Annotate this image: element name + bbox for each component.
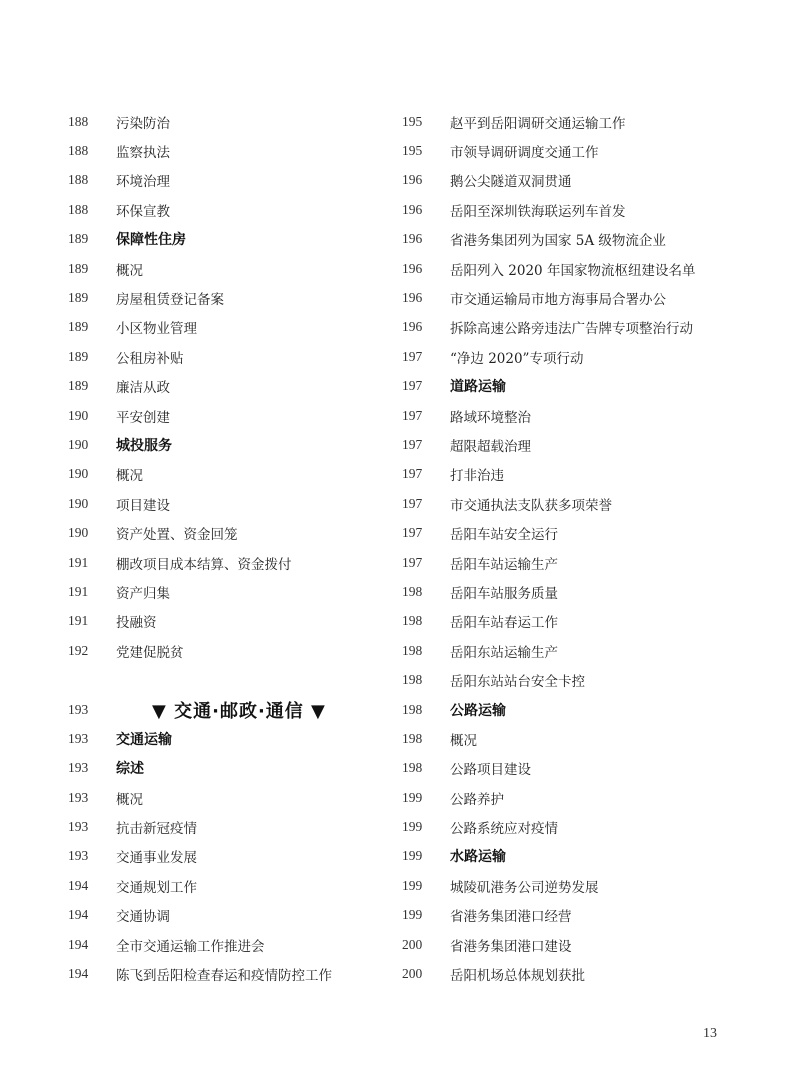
toc-page-number: 195 (402, 143, 423, 159)
toc-title: 公路运输 (450, 702, 506, 719)
toc-title: 抗击新冠疫情 (116, 821, 197, 838)
toc-entry[interactable] (68, 959, 388, 988)
toc-entry[interactable] (402, 283, 732, 312)
toc-page-number: 188 (68, 172, 89, 188)
toc-page-number: 198 (402, 583, 423, 599)
toc-entry[interactable] (402, 107, 732, 136)
toc-title: 岳阳车站春运工作 (450, 615, 558, 632)
toc-title: 岳阳车站运输生产 (450, 556, 558, 573)
toc-page-number: 193 (68, 819, 89, 835)
toc-page-number: 198 (402, 613, 423, 629)
toc-entry[interactable] (402, 195, 732, 224)
toc-page-number: 189 (68, 319, 89, 335)
toc-category-entry[interactable] (68, 225, 388, 254)
toc-page-number: 191 (68, 583, 89, 599)
toc-entry[interactable] (68, 901, 388, 930)
toc-title: 道路运输 (450, 379, 506, 396)
toc-category-entry[interactable] (402, 372, 732, 401)
toc-title: 岳阳车站安全运行 (450, 527, 558, 544)
toc-entry[interactable] (402, 901, 732, 930)
page-number: 13 (703, 1026, 717, 1041)
toc-entry[interactable] (68, 254, 388, 283)
toc-page-number: 197 (402, 378, 423, 394)
toc-page-number: 190 (68, 495, 89, 511)
toc-page-number: 199 (402, 877, 423, 893)
toc-section-heading[interactable] (68, 695, 388, 724)
toc-title: 公路养护 (450, 791, 504, 808)
toc-page-number: 199 (402, 907, 423, 923)
toc-entry[interactable] (402, 166, 732, 195)
toc-title: 岳阳东站运输生产 (450, 644, 558, 661)
toc-page-number: 193 (68, 730, 89, 746)
toc-title: 交通协调 (116, 909, 170, 926)
toc-page-number: 196 (402, 319, 423, 335)
toc-entry[interactable] (402, 724, 732, 753)
toc-entry[interactable] (68, 283, 388, 312)
toc-entry[interactable] (402, 754, 732, 783)
toc-spacer (68, 665, 388, 694)
toc-page-number: 194 (68, 936, 89, 952)
toc-entry[interactable] (402, 401, 732, 430)
toc-title: 岳阳机场总体规划获批 (450, 968, 585, 985)
toc-page-number: 196 (402, 201, 423, 217)
toc-page-number: 197 (402, 348, 423, 364)
toc-title: 交通事业发展 (116, 850, 197, 867)
toc-title: “净边 2020”专项行动 (450, 350, 584, 367)
toc-page-number: 200 (402, 966, 423, 982)
toc-title: 概况 (116, 262, 143, 279)
toc-page-number: 194 (68, 877, 89, 893)
toc-page-number: 196 (402, 172, 423, 188)
toc-page-number: 188 (68, 143, 89, 159)
toc-title: 交通规划工作 (116, 879, 197, 896)
toc-entry[interactable] (68, 783, 388, 812)
toc-entry[interactable] (402, 930, 732, 959)
toc-page-number: 194 (68, 907, 89, 923)
toc-page-number: 196 (402, 290, 423, 306)
toc-entry[interactable] (402, 460, 732, 489)
toc-title: 市交通执法支队获多项荣誉 (450, 497, 612, 514)
toc-page-number: 188 (68, 113, 89, 129)
toc-page-number: 194 (68, 966, 89, 982)
toc-entry[interactable] (68, 313, 388, 342)
toc-title: 公路系统应对疫情 (450, 821, 558, 838)
toc-entry[interactable] (68, 518, 388, 547)
toc-page-number: 195 (402, 113, 423, 129)
toc-page-number: 197 (402, 436, 423, 452)
toc-title: 廉洁从政 (116, 380, 170, 397)
toc-page-number: 197 (402, 554, 423, 570)
toc-title: 市交通运输局市地方海事局合署办公 (450, 292, 666, 309)
toc-page-number: 198 (402, 672, 423, 688)
toc-page-number: 198 (402, 730, 423, 746)
toc-title: 环保宣教 (116, 203, 170, 220)
toc-title: 拆除高速公路旁违法广告牌专项整治行动 (450, 321, 693, 338)
toc-entry[interactable] (68, 136, 388, 165)
toc-title: 项目建设 (116, 497, 170, 514)
toc-title: 城陵矶港务公司逆势发展 (450, 879, 599, 896)
toc-title: 岳阳至深圳铁海联运列车首发 (450, 203, 626, 220)
toc-page-number: 199 (402, 789, 423, 805)
toc-page-number: 200 (402, 936, 423, 952)
toc-page-number: 189 (68, 378, 89, 394)
toc-page-number: 193 (68, 701, 89, 717)
toc-page-number: 189 (68, 260, 89, 276)
toc-entry[interactable] (402, 665, 732, 694)
toc-entry[interactable] (68, 107, 388, 136)
toc-title: 小区物业管理 (116, 321, 197, 338)
toc-page-number: 190 (68, 407, 89, 423)
toc-title: 鹅公尖隧道双洞贯通 (450, 174, 572, 191)
toc-title: 保障性住房 (116, 232, 186, 249)
toc-entry[interactable] (68, 342, 388, 371)
toc-title: 平安创建 (116, 409, 170, 426)
toc-page-number: 199 (402, 848, 423, 864)
toc-title: 市领导调研调度交通工作 (450, 145, 599, 162)
toc-entry[interactable] (68, 460, 388, 489)
toc-page-number: 193 (68, 760, 89, 776)
toc-title: 岳阳车站服务质量 (450, 585, 558, 602)
toc-entry[interactable] (402, 342, 732, 371)
toc-title: 资产处置、资金回笼 (116, 527, 238, 544)
toc-title: 全市交通运输工作推进会 (116, 938, 265, 955)
toc-entry[interactable] (402, 548, 732, 577)
toc-entry[interactable] (402, 225, 732, 254)
toc-page-number: 191 (68, 613, 89, 629)
toc-title: 省港务集团港口经营 (450, 909, 572, 926)
toc-title: 公租房补贴 (116, 350, 184, 367)
toc-title: 城投服务 (116, 437, 172, 454)
toc-page-number: 198 (402, 760, 423, 776)
toc-title: 超限超载治理 (450, 438, 531, 455)
toc-title: 污染防治 (116, 115, 170, 132)
toc-page-number: 197 (402, 525, 423, 541)
toc-entry[interactable] (68, 607, 388, 636)
toc-title: 陈飞到岳阳检查春运和疫情防控工作 (116, 968, 332, 985)
toc-title: 投融资 (116, 615, 157, 632)
toc-entry[interactable] (68, 577, 388, 606)
toc-entry[interactable] (402, 313, 732, 342)
toc-title: 路域环境整治 (450, 409, 531, 426)
toc-entry[interactable] (68, 548, 388, 577)
toc-page-number: 190 (68, 525, 89, 541)
toc-title: 省港务集团港口建设 (450, 938, 572, 955)
toc-title: 岳阳列入 2020 年国家物流枢纽建设名单 (450, 262, 696, 279)
toc-page-number: 199 (402, 819, 423, 835)
toc-page-number: 196 (402, 260, 423, 276)
toc-page-number: 193 (68, 789, 89, 805)
toc-title: 概况 (116, 791, 143, 808)
toc-page-number: 189 (68, 290, 89, 306)
toc-page-number: 191 (68, 554, 89, 570)
toc-title: 资产归集 (116, 585, 170, 602)
toc-entry[interactable] (402, 430, 732, 459)
toc-title: 概况 (116, 468, 143, 485)
toc-page-number: 189 (68, 231, 89, 247)
toc-title: 党建促脱贫 (116, 644, 184, 661)
toc-entry[interactable] (402, 636, 732, 665)
toc-page-number: 197 (402, 407, 423, 423)
toc-entry[interactable] (68, 871, 388, 900)
toc-page-number: 190 (68, 466, 89, 482)
toc-right-column (402, 107, 732, 989)
toc-entry[interactable] (402, 136, 732, 165)
toc-title: 房屋租赁登记备案 (116, 292, 224, 309)
toc-left-column (68, 107, 388, 989)
toc-category-entry[interactable] (68, 430, 388, 459)
toc-entry[interactable] (402, 489, 732, 518)
toc-entry[interactable] (68, 930, 388, 959)
toc-title: 概况 (450, 732, 477, 749)
toc-entry[interactable] (402, 871, 732, 900)
toc-page-number: 198 (402, 701, 423, 717)
toc-category-entry[interactable] (402, 695, 732, 724)
toc-title: 综述 (116, 761, 144, 778)
toc-entry[interactable] (68, 166, 388, 195)
toc-page-number: 189 (68, 348, 89, 364)
toc-page-number: 197 (402, 495, 423, 511)
toc-page-number: 190 (68, 436, 89, 452)
toc-title: 省港务集团列为国家 5A 级物流企业 (450, 233, 666, 250)
toc-page-number: 188 (68, 201, 89, 217)
toc-page-number: 193 (68, 848, 89, 864)
toc-entry[interactable] (68, 489, 388, 518)
toc-title: 交通运输 (116, 731, 172, 748)
toc-entry[interactable] (402, 812, 732, 841)
toc-entry[interactable] (68, 195, 388, 224)
toc-entry[interactable] (68, 636, 388, 665)
toc-title: 环境治理 (116, 174, 170, 191)
toc-page-number: 197 (402, 466, 423, 482)
toc-title: 打非治违 (450, 468, 504, 485)
toc-entry[interactable] (402, 783, 732, 812)
toc-entry[interactable] (68, 372, 388, 401)
toc-category-entry[interactable] (68, 754, 388, 783)
toc-entry[interactable] (402, 577, 732, 606)
toc-category-entry[interactable] (68, 724, 388, 753)
toc-entry[interactable] (402, 254, 732, 283)
toc-page-number: 198 (402, 642, 423, 658)
toc-page-number: 196 (402, 231, 423, 247)
toc-title: ▼ 交通·邮政·通信 ▼ (152, 700, 326, 722)
toc-entry[interactable] (68, 812, 388, 841)
toc-entry[interactable] (68, 401, 388, 430)
toc-title: 赵平到岳阳调研交通运输工作 (450, 115, 626, 132)
toc-entry[interactable] (402, 607, 732, 636)
toc-title: 棚改项目成本结算、资金拨付 (116, 556, 292, 573)
toc-title: 水路运输 (450, 849, 506, 866)
toc-title: 监察执法 (116, 145, 170, 162)
toc-entry[interactable] (68, 842, 388, 871)
toc-entry[interactable] (402, 959, 732, 988)
toc-entry[interactable] (402, 518, 732, 547)
toc-title: 公路项目建设 (450, 762, 531, 779)
toc-title: 岳阳东站站台安全卡控 (450, 674, 585, 691)
toc-page-number: 192 (68, 642, 89, 658)
toc-category-entry[interactable] (402, 842, 732, 871)
